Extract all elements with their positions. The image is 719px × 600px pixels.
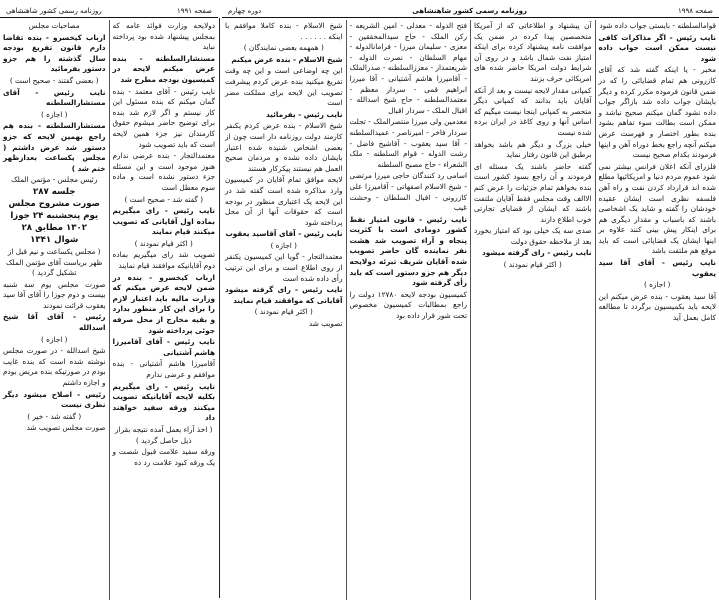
paragraph: رئیس مجلس - مؤتمن الملک bbox=[11, 175, 98, 185]
speaker-paragraph: ارباب کیخسرو - بنده در ضمن لایحه عرض میکنم که وزارت مالیه باید اعتبار لازم را برای این کار منظور بدارد و بقیه مخارج از محل صرفه جوئی پرداخته شود bbox=[112, 272, 215, 335]
columns bbox=[222, 20, 719, 600]
page-divider bbox=[219, 18, 220, 598]
paragraph: نایب رئیس - آقای معتمد - بنده گمان میکنم که بنده مسئول این کار نیستم و اگر لازم شد بنده برای توضیح حاضر میشوم حقوق کارمندان نیز جزء همین لایحه است که باید تصویب شود bbox=[112, 86, 215, 149]
right-page bbox=[222, 0, 719, 600]
paragraph: مصاحبات مجلس bbox=[28, 21, 80, 30]
paragraph: شیخ اسدالله - در صورت مجلس نوشته شده است که بنده غایب بودم در صورتیکه بنده مریض بودم و اجازه داشتم bbox=[3, 346, 106, 388]
paragraph: ( اجازه ) bbox=[270, 240, 297, 250]
text-column bbox=[595, 20, 719, 600]
paragraph: آقامیرزا هاشم آشتیانی - بنده موافقم و عرضی ندارم bbox=[112, 359, 215, 379]
speaker-paragraph: نایب رئیس - آقای آقامیرزا هاشم آشتیانی bbox=[112, 337, 215, 357]
section-heading: یوم پنجشنبه ۲۴ جوزا bbox=[10, 210, 99, 221]
speaker-paragraph: نایب رئیس - آقای آقا سید یعقوب bbox=[598, 258, 716, 278]
section-heading: صورت مشروح مجلس bbox=[8, 198, 100, 209]
paragraph: خیلی بزرگ و دیگر هم باشد بخواهد برطبق این قانون رفتار نماید bbox=[474, 139, 592, 160]
paragraph: ( مجلس یکساعت و نیم قبل از ظهر بریاست آقای مؤتمن الملک تشکیل گردید ) bbox=[6, 246, 103, 278]
paragraph: ( همهمه بعضی نمایندگان ) bbox=[243, 43, 324, 53]
speaker-paragraph: نایب رئیس - آقای مستشارالسلطنه bbox=[3, 87, 106, 108]
speaker-paragraph: نایب رئیس - آقای آقاسید یعقوب bbox=[225, 229, 343, 239]
paragraph: گفته حاضر باشند یک مسئله ای فرمودند و آن راجع بسود کشور است بنده بخواهم تمام جزئیات را عرض کنم الاالف وقت مجلس فقط آقایان ملتفت باشند که ایشان از قضایای تجارتی خوب اطلاع دارند bbox=[474, 161, 592, 224]
section-heading: ۱۳۰۲ مطابق ۲۸ bbox=[21, 222, 87, 233]
paragraph: ( اجازه ) bbox=[644, 280, 671, 290]
paragraph: کمیسیون بودجه لایحه ۱۲۷۸۰ دولت را راجع بمطالبات کمیسیون مخصوص تحت شور قرار داده بود bbox=[349, 289, 467, 321]
paragraph: ( اجازه ) bbox=[41, 109, 68, 119]
paragraph: شیخ الاسلام - بنده عرض کردم یکنفر کارمند دولت روزنامه دار است چون از بعضی اشخاص شنیده شده اعتبار بایشان داده نشده و مردمان صحیح العمل هم نیستند پیکرکار هستند bbox=[225, 121, 343, 173]
text-column bbox=[470, 20, 595, 600]
paragraph: معدمین ولی میرزا منتصرالملک - تجلت سردار فاخر - امیرناصر - عمیدالسلطنه - آقا سید یعقوب - آقاشیخ فاضل - رشت الدوله - قوام السلطنه - ملک الشعراء - حاج مصبح السلطنه bbox=[349, 117, 467, 169]
page-number: صفحه ۱۹۹۸ bbox=[677, 6, 713, 15]
paragraph: ( اجازه ) bbox=[41, 334, 68, 344]
paragraph: معتمدالتجار - بنده عرضی ندارم هنوز موجود است و این مسئله جزء دستور نشده است و ماده سوم معطل است bbox=[112, 151, 215, 192]
speaker-paragraph: نایب رئیس - رای میگیریم بماده اول آقایانی که تصویب میکنند قیام نمایند bbox=[112, 206, 215, 237]
speaker-paragraph: نایب رئیس - بفرمائید bbox=[265, 109, 343, 119]
section-heading: شوال ۱۳۴۱ bbox=[30, 234, 79, 245]
speaker-paragraph: نایب رئیس - قانون امتیاز نفط کشور دومادی است با کثریت پنجاه و آراء تصویب شد هشت نفر نماینده گان حاضر تصویب شده آقایان شریف تبرئه دولایحه دیگر هم جزو دستور است که باید رأی گرفته شود bbox=[349, 214, 467, 288]
speaker-paragraph: ارباب کیخسرو - بنده تقاضا دارم قانون تفریغ بودجه سال گذشته را هم جزو دستور بفرمائید bbox=[3, 32, 106, 74]
paragraph: ( گفته شد - خیر ) bbox=[27, 411, 82, 421]
speaker-paragraph: مستشارالسلطنه - بنده هم راجع بهمین لایحه که جزو دستور شد عرض داشتم ( مجلس یکساعت بعدازظهر ختم شد ) bbox=[3, 121, 106, 173]
paragraph: فتح الدوله - معدلی - امین الشریعه - رکن الملک - حاج سیدالمحققین - معزی - سلیمان میرزا - فرامانالدوله - مهام السلطان - نصرت الدوله - شریعتمدار - معززالسلطنه - صدرالملک - آقامیرزا هاشم آشتیانی - آقا میرزا ابراهیم قمی - سردار معظم - معتمدالسلطنه - حاج شیخ اسدالله - اقبال الملک - سردار اقبال bbox=[349, 21, 467, 115]
paragraph: دولایحه وزارت فوائد عامه که بمجلس پیشنهاد شده بود پرداخته نباید bbox=[112, 21, 215, 52]
speaker-paragraph: نایب رئیس - رای گرفته میشود آقایانی که موافقند قیام نمایند bbox=[225, 285, 343, 305]
paragraph: ورقه سفید علامت قبول شصت و یک ورقه کبود علامت رد ده bbox=[112, 447, 215, 467]
paragraph: آن پیشنهاد و اطلاعاتی که از آمریکا متخصصین پیدا کرده در ضمن یک موافقت نامه پیشنهاد کرده برای اینکه امتیاز نفت شمال باشد و در روی آن شرایط دولت امریکا حاضر شده های امریکائی حرف بزنند bbox=[474, 21, 592, 83]
paragraph: معتمدالتجار - گویا این کمیسیون یکنفر از روی اطلاع است و برای این ترتیب رأی داده شده است bbox=[225, 252, 343, 283]
speaker-paragraph: نایب رئیس - رای گرفته میشود bbox=[481, 248, 592, 258]
speaker-paragraph: نایب رئیس - اگر مذاکرات کافی نیست ممکن است جواب داده شود bbox=[598, 32, 716, 63]
paragraph: قوامالسلطنه - بایستی جواب داده شود bbox=[599, 21, 716, 30]
paragraph: تصویب شد رای میگیریم بماده دوم آقایانیکه موافقند قیام نمایند bbox=[112, 250, 215, 271]
paragraph: کمپانی مقدار لایحه نیست و بعد از آنکه آقایان باید بدانند که کمپانی دیگر متحصر به کمپانی اینجا نیست میگیم که اساس آنها و روی کاغذ در ایران برده شده نیست bbox=[474, 85, 592, 137]
page-header bbox=[222, 4, 719, 18]
paragraph: صورت مجلس یوم سه شنبه بیست و دوم جوزا را آقای آقا سید یعقوب قرائت نمودند bbox=[3, 279, 106, 310]
newspaper-title: روزنامه رسمی کشور شاهنشاهی bbox=[6, 6, 102, 15]
paragraph: شیخ الاسلام - بنده کاملا موافقم با اینکه . . . . . . bbox=[225, 21, 343, 41]
speaker-paragraph: رئیس - آقای آقا شیخ اسدالله bbox=[3, 312, 106, 333]
paragraph: آقا سید یعقوب - بنده عرض میکنم این لایحه باید بکمیسیون برگردد تا مطالعه کامل بعمل آید bbox=[598, 291, 716, 323]
paragraph: ( اکثر قیام نمودند ) bbox=[503, 260, 562, 270]
paragraph: ( بعضی گفتند - صحیح است ) bbox=[9, 75, 99, 85]
columns bbox=[0, 20, 218, 600]
paragraph: صدی سه یک خیلی بود که امتیاز بخورد بعد از ملاحظه حقوق دولت bbox=[474, 226, 592, 246]
speaker-paragraph: نایب رئیس - رای میگیریم بکلیه لایحه آقایانیکه تصویب میکنند ورقه سفید خواهند داد bbox=[112, 381, 215, 423]
text-column bbox=[109, 20, 219, 600]
paragraph: این چه اوضاعی است و این چه وقت تفریغ میکنید بنده عرض کردم پیشرفت تصویب این لایحه برای مملکت مضر است bbox=[225, 66, 343, 108]
text-column bbox=[346, 20, 471, 600]
paragraph: تصویب شد bbox=[308, 319, 343, 329]
newspaper-title: روزنامه رسمی کشور شاهنشاهی bbox=[412, 6, 527, 15]
period-label: دوره چهارم bbox=[228, 6, 262, 15]
paragraph: اسامی رد کنندگان حاجی میرزا مرتضی - شیخ الاسلام اصفهانی - آقامیرزا علی کازرونی - اقبال السلطان - وحشت غیب bbox=[349, 171, 467, 213]
speaker-paragraph: رئیس - اصلاح میشود دیگر نظری نیست bbox=[3, 389, 106, 410]
text-column bbox=[222, 20, 346, 600]
left-page bbox=[0, 0, 218, 600]
paragraph: لایحه موافق تمام آقایان در کمیسیون وارد مذاکره شده است گفته شد در این لایحه یک اعتباری منظور در بودجه است که حقوقات آنها از آن محل پرداخته شود bbox=[225, 175, 343, 227]
paragraph: مخبر - یا اینکه گفته شد که آقای کازرونی هم تمام قضایائی را که در ضمن قانون فرموده مکرر کرده و دیگر بایشان جواب داده شد بازاگر جواب داده نشود گمان میکنم صحیح نباشد و ممکن است بطالت سوء تفاهم بشود بنده بطور اختصار و فهرست عرض میکنم آنچه راجع بخط دوراه آهن و اینها فرمودند بکدام صحیح نیست bbox=[598, 65, 716, 160]
paragraph: ( گفته شد - صحیح است ) bbox=[124, 194, 204, 204]
page-header bbox=[0, 4, 218, 18]
paragraph: ( اخذ آراء بعمل آمده نتیجه بقرار ذیل حاصل گردید ) bbox=[115, 424, 213, 445]
speaker-paragraph: شیخ الاسلام - بنده عرض میکنم bbox=[231, 54, 343, 64]
paragraph: فلزرای آنکه اعلان فرانس بیشتر نمی شود عموم مردم دنیا و امریکائیها مطلع شده اند قرارداد کردن نفت و راه آهن فلسفه نظری است ایشان عقیده خودشان را گفته و شاید یک اشخاصی باشند که باسباب و مقدار دیگری هم برای اینکار پیش بینی کنند علاوه بر اینها ایشان یک قضایائی است که باید موقع هم ملتفت باشد bbox=[598, 161, 716, 256]
page-number: صفحه ۱۹۹۱ bbox=[176, 6, 212, 15]
paragraph: ( اکثر قیام نمودند ) bbox=[134, 238, 193, 248]
paragraph: صورت مجلس تصویب شد bbox=[26, 423, 106, 433]
speaker-paragraph: مستشارالسلطنه - بنده عرض میکنم لایحه در کمیسیون بودجه مطرح شد bbox=[112, 53, 215, 84]
paragraph: ( اکثر قیام نمودند ) bbox=[254, 307, 313, 317]
section-heading: جلسه ۲۸۷ bbox=[33, 186, 76, 197]
text-column bbox=[0, 20, 109, 600]
